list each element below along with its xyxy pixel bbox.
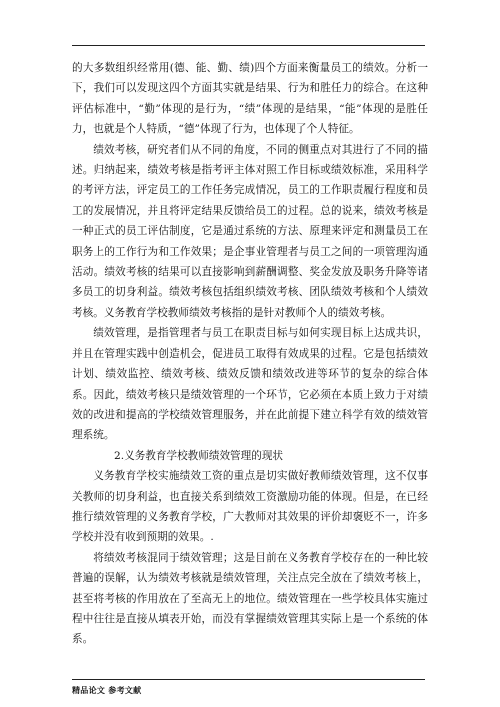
header-rule (72, 45, 425, 46)
section-heading: 2.义务教育学校教师绩效管理的现状 (114, 449, 284, 462)
footer-rule (72, 679, 425, 680)
paragraph-1: 的大多数组织经常用(德、能、勤、绩)四个方面来衡量员工的绩效。分析一下，我们可以发现这四个方面其实就是结果、行为和胜任力的综合。在这种评估标准中，“勤”体现的是行为，“绩”体现的是结果，“能”体现的是胜任力，也就是个人特质，“德”体现了行为，也体现了个人特征。 (72, 62, 428, 136)
paragraph-4: 义务教育学校实施绩效工资的重点是切实做好教师绩效管理，这不仅事关教师的切身利益，也直接关系到绩效工资激励功能的体现。但是，在已经推行绩效管理的义务教育学校，广大教师对其效果的评价却褒贬不一，许多学校并没有收到预期的效果。. (72, 470, 428, 544)
paragraph-3: 绩效管理，是指管理者与员工在职责目标与如何实现目标上达成共识，并且在管理实践中创造机会，促进员工取得有效成果的过程。它是包括绩效计划、绩效监控、绩效考核、绩效反馈和绩效改进等环节的复杂的综合体系。因此，绩效考核只是绩效管理的一个环节，它必须在本质上致力于对绩效的改进和提高的学校绩效管理服务，并在此前提下建立科学有效的绩效管理系统。 (72, 327, 428, 442)
paragraph-2: 绩效考核，研究者们从不同的角度，不同的侧重点对其进行了不同的描述。归纳起来，绩效考核是指考评主体对照工作目标或绩效标准，采用科学的考评方法，评定员工的工作任务完成情况，员工的工作职责履行程度和员工的发展情况，并且将评定结果反馈给员工的过程。总的说来，绩效考核是一种正式的员工评估制度，它是通过系统的方法、原理来评定和测量员工在职务上的工作行为和工作效果；是企事业管理者与员工之间的一项管理沟通活动。绩效考核的结果可以直接影响到薪酬调整、奖金发放及职务升降等诸多员工的切身利益。绩效考核包括组织绩效考核、团队绩效考核和个人绩效考核。义务教育学校教师绩效考核指的是针对教师个人的绩效考核。 (72, 143, 428, 319)
paragraph-5: 将绩效考核混同于绩效管理；这是目前在义务教育学校存在的一种比较普遍的误解，认为绩效考核就是绩效管理，关注点完全放在了绩效考核上，甚至将考核的作用放在了至高无上的地位。绩效管理在一些学校具体实施过程中往往是直接从填表开始，而没有掌握绩效管理其实际上是一个系统的体系。 (72, 551, 428, 646)
document-body (72, 58, 428, 650)
page-footer: 精品论文 参考文献 (72, 685, 142, 695)
